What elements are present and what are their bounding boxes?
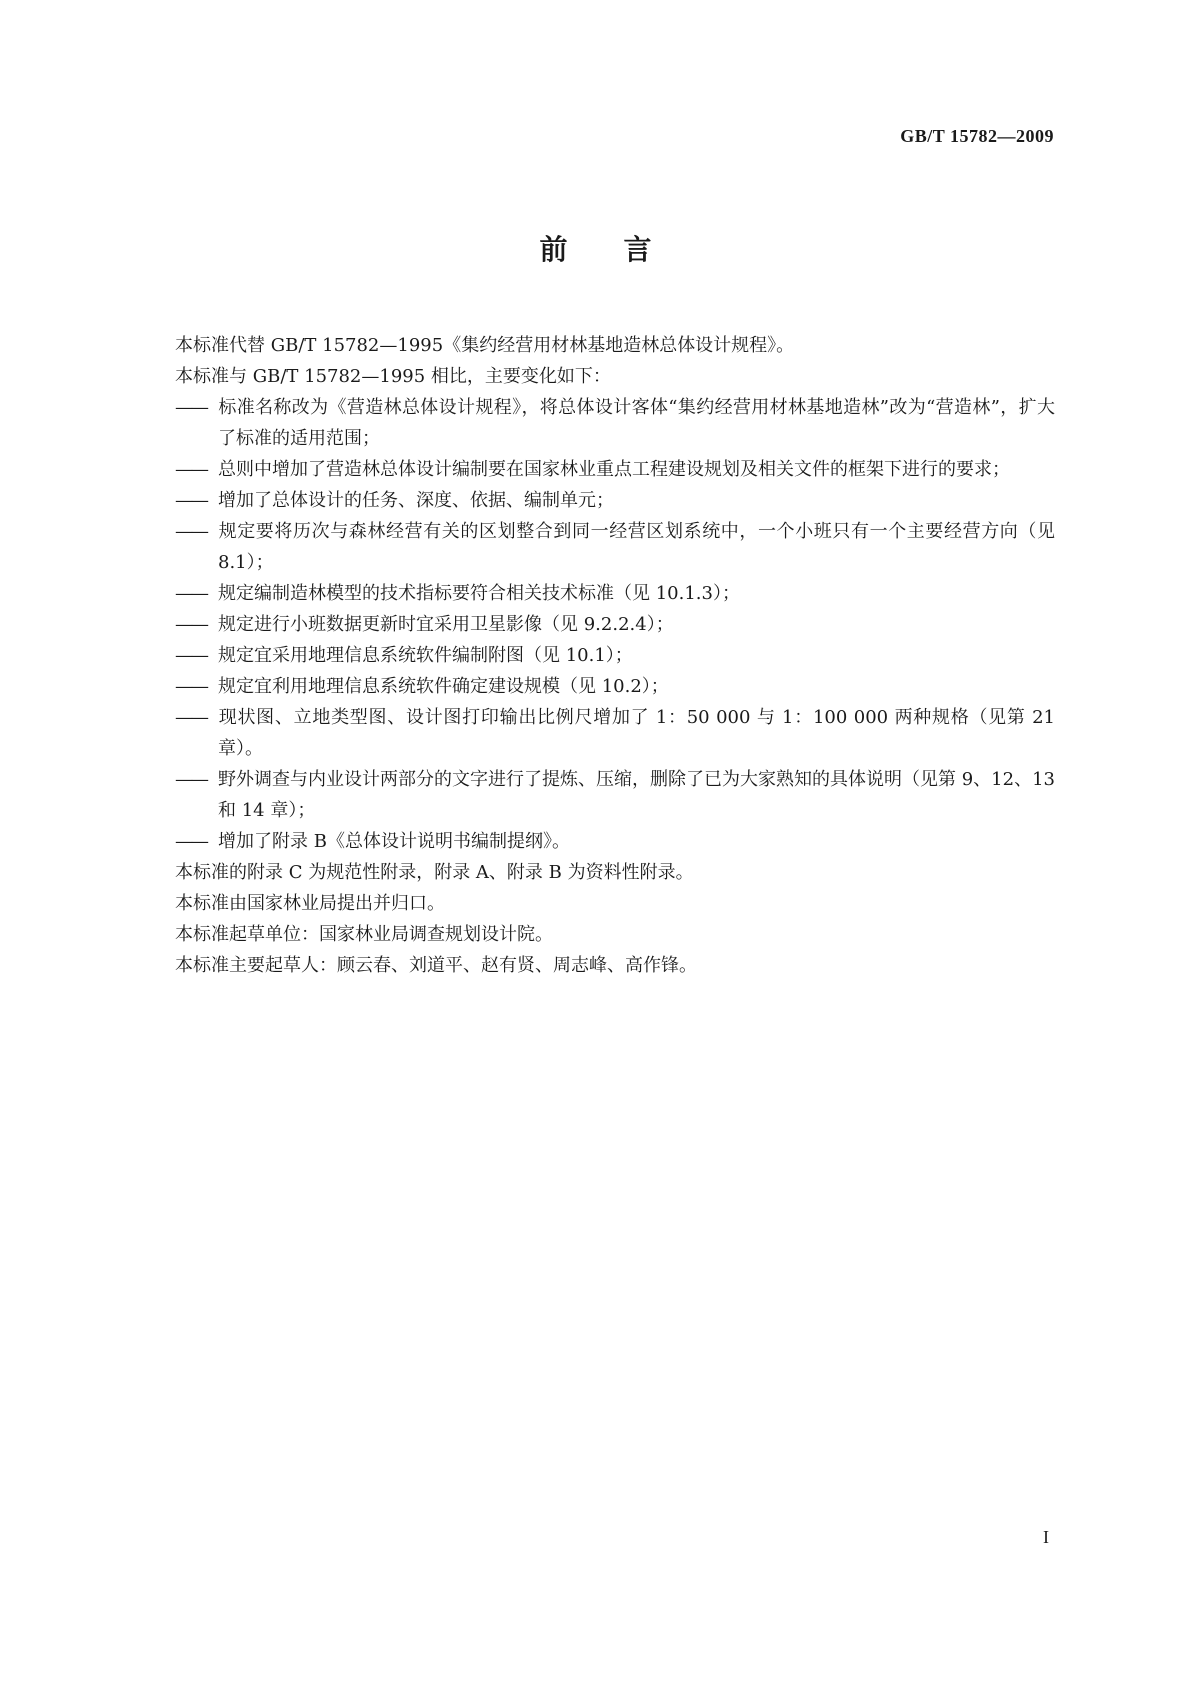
dash-marker: —— <box>175 521 207 542</box>
dash-marker: —— <box>175 490 207 511</box>
change-text: 规定编制造林模型的技术指标要符合相关技术标准（见 10.1.3）； <box>218 583 740 604</box>
change-item <box>175 609 1055 640</box>
change-item <box>175 671 1055 702</box>
change-text: 标准名称改为《营造林总体设计规程》，将总体设计客体“集约经营用材林基地造林”改为“营造林”，扩大了标准的适用范围； <box>218 397 1055 449</box>
page-number: I <box>1043 1527 1049 1547</box>
closing-paragraph: 本标准由国家林业局提出并归口。 <box>175 893 445 914</box>
change-text: 规定要将历次与森林经营有关的区划整合到同一经营区划系统中，一个小班只有一个主要经营方向（见 8.1）； <box>218 521 1055 573</box>
dash-marker: —— <box>175 459 207 480</box>
change-item <box>175 702 1055 764</box>
change-item <box>175 392 1055 454</box>
intro-paragraph: 本标准代替 GB/T 15782—1995《集约经营用材林基地造林总体设计规程》。 <box>175 335 795 356</box>
change-text: 现状图、立地类型图、设计图打印输出比例尺增加了 1：50 000 与 1：100 000 两种规格（见第 21 章）。 <box>218 707 1055 759</box>
dash-marker: —— <box>175 707 207 728</box>
intro-paragraph: 本标准与 GB/T 15782—1995 相比，主要变化如下： <box>175 366 611 387</box>
dash-marker: —— <box>175 397 207 418</box>
change-item <box>175 454 1055 485</box>
change-text: 规定宜利用地理信息系统软件确定建设规模（见 10.2）； <box>218 676 669 697</box>
change-item <box>175 516 1055 578</box>
dash-marker: —— <box>175 831 207 852</box>
dash-marker: —— <box>175 676 207 697</box>
dash-marker: —— <box>175 583 207 604</box>
dash-marker: —— <box>175 769 207 790</box>
change-text: 增加了附录 B《总体设计说明书编制提纲》。 <box>218 831 570 852</box>
closing-paragraph: 本标准起草单位：国家林业局调查规划设计院。 <box>175 924 553 945</box>
change-item <box>175 764 1055 826</box>
change-text: 增加了总体设计的任务、深度、依据、编制单元； <box>218 490 614 511</box>
standard-number: GB/T 15782—2009 <box>900 126 1054 146</box>
change-item <box>175 640 1055 671</box>
change-text: 总则中增加了营造林总体设计编制要在国家林业重点工程建设规划及相关文件的框架下进行的要求； <box>218 459 1010 480</box>
change-text: 规定宜采用地理信息系统软件编制附图（见 10.1）； <box>218 645 633 666</box>
foreword-body <box>175 330 1055 981</box>
change-item <box>175 578 1055 609</box>
change-item <box>175 485 1055 516</box>
page-title: 前言 <box>539 233 708 266</box>
change-item <box>175 826 1055 857</box>
closing-paragraph: 本标准的附录 C 为规范性附录，附录 A、附录 B 为资料性附录。 <box>175 862 694 883</box>
change-text: 野外调查与内业设计两部分的文字进行了提炼、压缩，删除了已为大家熟知的具体说明（见第 9、12、13 和 14 章）； <box>218 769 1055 821</box>
dash-marker: —— <box>175 645 207 666</box>
change-text: 规定进行小班数据更新时宜采用卫星影像（见 9.2.2.4）； <box>218 614 674 635</box>
closing-paragraph: 本标准主要起草人：顾云春、刘道平、赵有贤、周志峰、高作锋。 <box>175 955 697 976</box>
dash-marker: —— <box>175 614 207 635</box>
